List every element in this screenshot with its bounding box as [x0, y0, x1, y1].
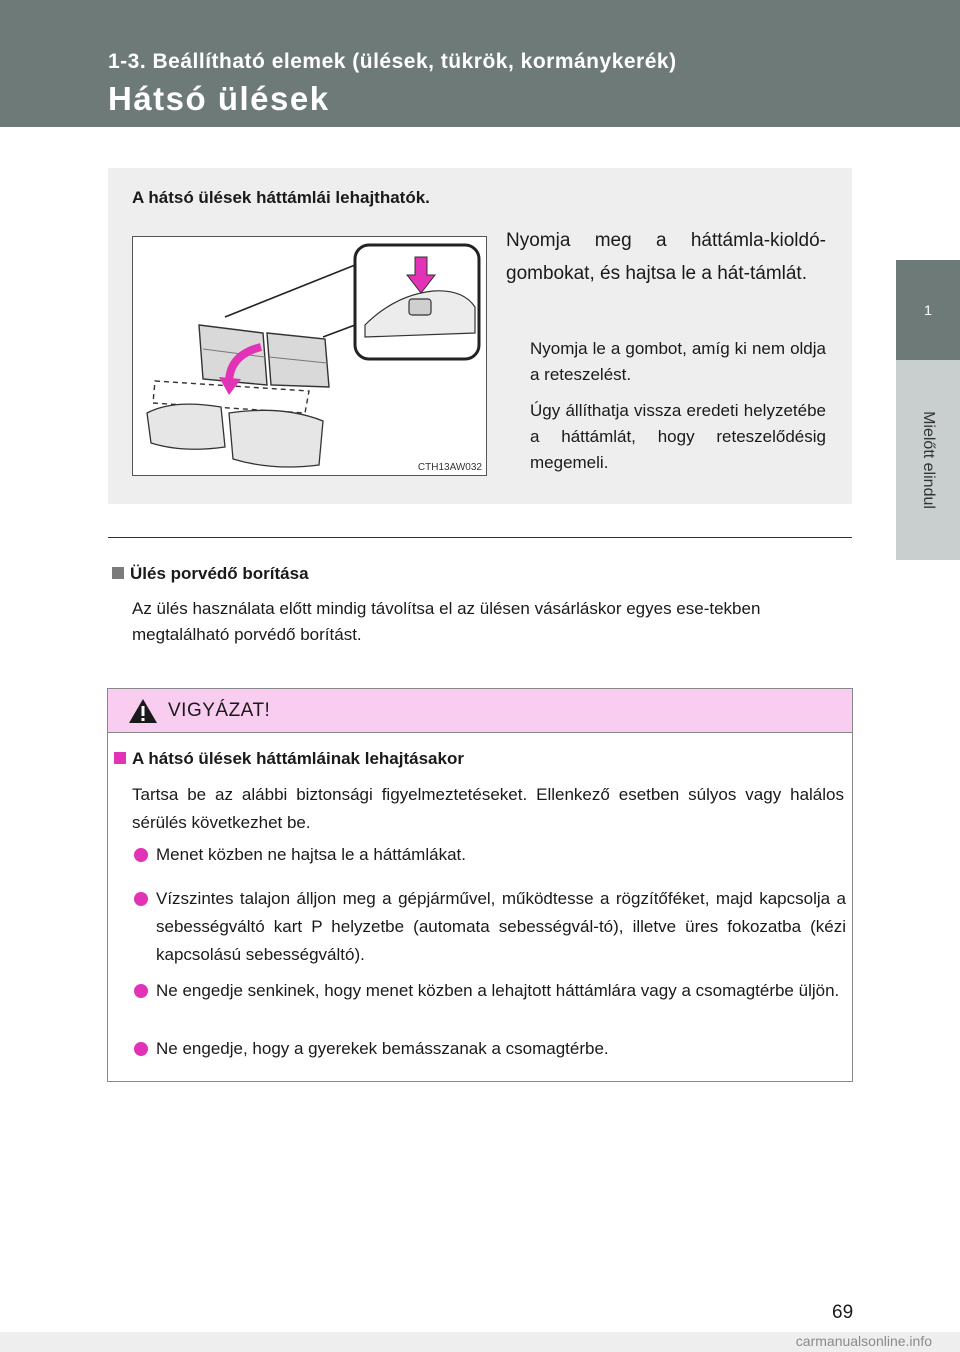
warning-bullet-text: Vízszintes talajon álljon meg a gépjárművel, működtesse a rögzítőféket, majd kapcsolja a sebességváltó kart P helyzetbe (automata sebességvál-tó), illetve üres fokozatba (kézi kapcsolású sebességváltó).	[156, 889, 846, 964]
warning-box	[107, 688, 853, 1082]
warning-title	[114, 749, 464, 769]
page-number: 69	[832, 1302, 854, 1323]
bullet-dot-icon	[134, 892, 148, 906]
info-box	[108, 168, 852, 504]
bullet-dot-icon	[134, 984, 148, 998]
warning-header-text: VIGYÁZAT!	[168, 700, 271, 721]
rear-seat-fold-icon	[133, 237, 486, 475]
figure-code: CTH13AW032	[417, 462, 482, 473]
page-title: Hátsó ülések	[108, 80, 330, 117]
chapter-side-label: Mielőtt elindul	[920, 411, 937, 509]
warning-bullet	[134, 977, 846, 1005]
warning-bullet-text: Ne engedje, hogy a gyerekek bemásszanak a csomagtérbe.	[156, 1039, 609, 1058]
subsection-title-text: Ülés porvédő borítása	[130, 564, 309, 583]
warning-triangle-icon	[128, 698, 158, 724]
bullet-dot-icon	[134, 1042, 148, 1056]
warning-title-text: A hátsó ülések háttámláinak lehajtásakor	[132, 749, 464, 768]
watermark-text: carmanualsonline.info	[795, 1333, 932, 1349]
step-instruction: Nyomja meg a háttámla-kioldó-gombokat, és hajtsa le a hát-támlát.	[506, 230, 826, 284]
info-lead: A hátsó ülések háttámlái lehajthatók.	[132, 188, 430, 207]
warning-bullet	[134, 841, 846, 869]
seat-illustration	[132, 236, 487, 476]
chapter-side-tab	[896, 360, 960, 560]
bullet-dot-icon	[134, 848, 148, 862]
chapter-number-tab: 1	[896, 260, 960, 360]
chapter-header	[0, 0, 960, 127]
warning-bullet-text: Menet közben ne hajtsa le a háttámlákat.	[156, 845, 466, 864]
square-bullet-icon	[112, 567, 124, 579]
subsection-body: Az ülés használata előtt mindig távolítsa el az ülésen vásárláskor egyes ese-tekben megtalálható porvédő borítást.	[132, 599, 761, 644]
warning-body: Tartsa be az alábbi biztonsági figyelmeztetéseket. Ellenkező esetben súlyos vagy halálos sérülés következhet be.	[132, 785, 844, 832]
magenta-square-icon	[114, 752, 126, 764]
warning-bullet	[134, 885, 846, 969]
step-note-restore: Úgy állíthatja vissza eredeti helyzetébe a háttámlát, hogy reteszelődésig megemeli.	[530, 401, 826, 472]
section-heading: 1-3. Beállítható elemek (ülések, tükrök, kormánykerék)	[108, 50, 677, 73]
section-divider	[108, 537, 852, 538]
subsection-title	[112, 564, 309, 584]
watermark-footer	[0, 1332, 960, 1352]
warning-bullet	[134, 1035, 846, 1063]
warning-bullet-text: Ne engedje senkinek, hogy menet közben a lehajtott háttámlára vagy a csomagtérbe üljön.	[156, 981, 840, 1000]
warning-header	[108, 689, 852, 733]
step-note-release: Nyomja le a gombot, amíg ki nem oldja a reteszelést.	[530, 339, 826, 384]
